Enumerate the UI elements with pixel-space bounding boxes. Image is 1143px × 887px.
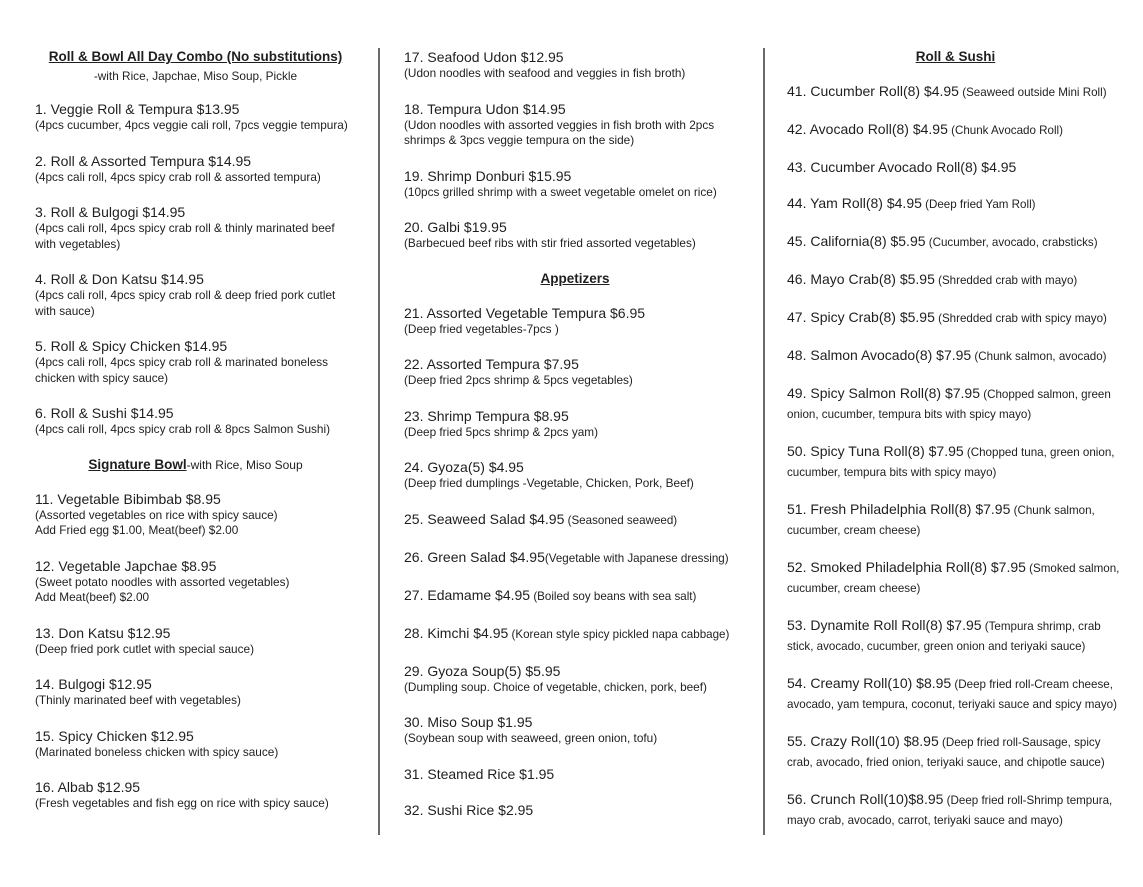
menu-item bbox=[787, 442, 1124, 482]
section-heading-text: Signature Bowl bbox=[88, 456, 187, 472]
item-name-and-price: 6. Roll & Sushi $14.95 bbox=[35, 405, 174, 421]
menu-item-title-line bbox=[35, 270, 356, 288]
item-name-and-price: 50. Spicy Tuna Roll(8) $7.95 bbox=[787, 443, 964, 459]
menu-item bbox=[35, 675, 356, 709]
column-divider-left bbox=[378, 48, 380, 835]
item-inline-description: (Cucumber, avocado, crabsticks) bbox=[925, 236, 1098, 249]
section-heading-text: Roll & Bowl All Day Combo (No substitutions) bbox=[48, 49, 343, 64]
item-inline-description: (Boiled soy beans with sea salt) bbox=[530, 589, 697, 603]
item-name-and-price: 45. California(8) $5.95 bbox=[787, 233, 926, 249]
item-description: (4pcs cali roll, 4pcs spicy crab roll & assorted tempura) bbox=[35, 169, 321, 184]
item-name-and-price: 2. Roll & Assorted Tempura $14.95 bbox=[35, 152, 252, 169]
menu-item bbox=[404, 765, 746, 783]
menu-item bbox=[787, 308, 1124, 328]
item-description: (Dumpling soup. Choice of vegetable, chicken, pork, beef) bbox=[404, 679, 707, 694]
item-name-and-price: 13. Don Katsu $12.95 bbox=[35, 624, 171, 641]
item-description: (Udon noodles with assorted veggies in fish broth with 2pcs shrimps & 3pcs veggie tempura on the side) bbox=[404, 117, 715, 147]
menu-item-title-line bbox=[787, 308, 1124, 328]
item-inline-description: (Seasoned seaweed) bbox=[564, 513, 678, 527]
menu-item bbox=[787, 674, 1124, 714]
item-description: (Assorted vegetables on rice with spicy sauce) bbox=[35, 507, 278, 522]
item-inline-description: (Shredded crab with mayo) bbox=[934, 274, 1078, 287]
item-name-and-price: 23. Shrimp Tempura $8.95 bbox=[404, 407, 569, 424]
item-name-and-price: 16. Albab $12.95 bbox=[35, 779, 141, 795]
menu-item-title-line bbox=[787, 194, 1124, 214]
menu-item bbox=[35, 100, 356, 134]
menu-item bbox=[404, 304, 746, 338]
menu-item bbox=[787, 158, 1124, 176]
menu-item bbox=[787, 384, 1124, 424]
item-inline-description: (Deep fried roll-Shrimp tempura, mayo crab, avocado, carrot, teriyaki sauce and mayo) bbox=[787, 794, 1113, 827]
menu-item-title-line bbox=[404, 548, 746, 568]
item-inline-description: (Seaweed outside Mini Roll) bbox=[958, 86, 1107, 99]
item-description: (Sweet potato noodles with assorted vegetables) bbox=[35, 574, 290, 589]
item-inline-description: (Vegetable with Japanese dressing) bbox=[544, 551, 729, 565]
item-name-and-price: 4. Roll & Don Katsu $14.95 bbox=[35, 271, 204, 287]
menu-item-title-line bbox=[404, 510, 746, 530]
menu-column-1 bbox=[35, 48, 356, 830]
menu-item-title-line bbox=[404, 100, 746, 118]
item-inline-description: (Shredded crab with spicy mayo) bbox=[934, 312, 1107, 325]
menu-item-title-line bbox=[787, 616, 1124, 656]
item-inline-description: (Chunk salmon, cucumber, cream cheese) bbox=[787, 504, 1095, 537]
menu-item bbox=[787, 194, 1124, 214]
section-subtitle: -with Rice, Japchae, Miso Soup, Pickle bbox=[93, 69, 298, 83]
menu-item-title-line bbox=[404, 662, 746, 680]
menu-item bbox=[404, 662, 746, 696]
menu-item-title-line bbox=[35, 152, 356, 170]
menu-item bbox=[35, 404, 356, 438]
menu-item-title-line bbox=[35, 557, 356, 575]
item-name-and-price: 5. Roll & Spicy Chicken $14.95 bbox=[35, 338, 228, 354]
menu-item-title-line bbox=[404, 218, 746, 236]
section-heading bbox=[787, 48, 1124, 66]
item-addon-note: Add Meat(beef) $2.00 bbox=[35, 590, 150, 604]
menu-item-title-line bbox=[35, 727, 356, 745]
item-description: (Deep fried pork cutlet with special sauce) bbox=[35, 641, 254, 656]
item-inline-description: (Korean style spicy pickled napa cabbage) bbox=[508, 627, 730, 641]
item-name-and-price: 48. Salmon Avocado(8) $7.95 bbox=[787, 347, 972, 363]
menu-item-title-line bbox=[35, 404, 356, 422]
menu-item-title-line bbox=[404, 48, 746, 66]
item-name-and-price: 28. Kimchi $4.95 bbox=[404, 624, 509, 641]
menu-item-title-line bbox=[787, 732, 1124, 772]
menu-item bbox=[404, 355, 746, 389]
section-heading-block bbox=[35, 456, 356, 474]
menu-column-3 bbox=[787, 48, 1124, 848]
item-description: (4pcs cali roll, 4pcs spicy crab roll & deep fried pork cutlet with sauce) bbox=[35, 288, 336, 318]
item-name-and-price: 26. Green Salad $4.95 bbox=[404, 548, 545, 565]
menu-item-title-line bbox=[404, 801, 746, 819]
menu-item-title-line bbox=[404, 624, 746, 644]
menu-item-title-line bbox=[787, 232, 1124, 252]
menu-item bbox=[404, 48, 746, 82]
menu-item bbox=[787, 500, 1124, 540]
item-description: (Deep fried dumplings -Vegetable, Chicken, Pork, Beef) bbox=[404, 476, 694, 490]
menu-item-title-line bbox=[404, 458, 746, 476]
item-inline-description: (Smoked salmon, cucumber, cream cheese) bbox=[787, 562, 1120, 595]
item-description: (Deep fried 2pcs shrimp & 5pcs vegetables) bbox=[404, 373, 633, 387]
menu-item bbox=[35, 727, 356, 761]
menu-item bbox=[35, 152, 356, 186]
item-inline-description: (Chunk Avocado Roll) bbox=[947, 124, 1063, 137]
item-name-and-price: 31. Steamed Rice $1.95 bbox=[404, 765, 555, 782]
item-name-and-price: 51. Fresh Philadelphia Roll(8) $7.95 bbox=[787, 501, 1011, 517]
section-heading bbox=[404, 270, 746, 288]
item-inline-description: (Tempura shrimp, crab stick, avocado, cucumber, green onion and teriyaki sauce) bbox=[787, 620, 1101, 653]
item-name-and-price: 47. Spicy Crab(8) $5.95 bbox=[787, 309, 935, 325]
menu-item bbox=[35, 203, 356, 252]
menu-item bbox=[404, 218, 746, 252]
item-name-and-price: 19. Shrimp Donburi $15.95 bbox=[404, 167, 572, 184]
item-inline-description: (Deep fried roll-Cream cheese, avocado, yam tempura, coconut, teriyaki sauce and spicy mayo) bbox=[787, 678, 1117, 711]
item-inline-description: (Deep fried Yam Roll) bbox=[921, 198, 1036, 211]
section-heading-block bbox=[404, 270, 746, 288]
item-name-and-price: 52. Smoked Philadelphia Roll(8) $7.95 bbox=[787, 559, 1026, 575]
menu-item-title-line bbox=[787, 120, 1124, 140]
menu-item-title-line bbox=[404, 713, 746, 731]
item-inline-description: (Chopped salmon, green onion, cucumber, tempura bits with spicy mayo) bbox=[787, 388, 1111, 421]
item-name-and-price: 15. Spicy Chicken $12.95 bbox=[35, 727, 194, 744]
menu-item-title-line bbox=[787, 270, 1124, 290]
item-description: (Deep fried 5pcs shrimp & 2pcs yam) bbox=[404, 424, 599, 439]
menu-item-title-line bbox=[404, 407, 746, 425]
menu-item-title-line bbox=[787, 82, 1124, 102]
item-name-and-price: 32. Sushi Rice $2.95 bbox=[404, 801, 534, 818]
menu-column-2 bbox=[404, 48, 746, 837]
menu-item-title-line bbox=[404, 167, 746, 185]
menu-item-title-line bbox=[35, 778, 356, 796]
item-name-and-price: 20. Galbi $19.95 bbox=[404, 219, 507, 235]
menu-item-title-line bbox=[35, 203, 356, 221]
menu-item-title-line bbox=[404, 304, 746, 322]
menu-item-title-line bbox=[787, 158, 1124, 176]
menu-item bbox=[787, 232, 1124, 252]
item-description: (Soybean soup with seaweed, green onion, tofu) bbox=[404, 731, 658, 745]
item-description: (Fresh vegetables and fish egg on rice with spicy sauce) bbox=[35, 796, 329, 810]
section-heading-text: Roll & Sushi bbox=[915, 49, 996, 64]
item-inline-description: (Chopped tuna, green onion, cucumber, tempura bits with spicy mayo) bbox=[787, 446, 1115, 479]
item-name-and-price: 42. Avocado Roll(8) $4.95 bbox=[787, 121, 948, 137]
menu-item bbox=[787, 270, 1124, 290]
section-heading bbox=[35, 48, 356, 66]
menu-item bbox=[35, 337, 356, 386]
item-description: (Udon noodles with seafood and veggies in fish broth) bbox=[404, 66, 686, 80]
item-name-and-price: 18. Tempura Udon $14.95 bbox=[404, 100, 566, 117]
item-name-and-price: 1. Veggie Roll & Tempura $13.95 bbox=[35, 101, 240, 117]
item-name-and-price: 17. Seafood Udon $12.95 bbox=[404, 49, 564, 65]
menu-item bbox=[787, 346, 1124, 366]
item-name-and-price: 49. Spicy Salmon Roll(8) $7.95 bbox=[787, 385, 980, 401]
menu-item bbox=[787, 558, 1124, 598]
menu-item bbox=[787, 616, 1124, 656]
item-name-and-price: 14. Bulgogi $12.95 bbox=[35, 676, 152, 692]
menu-item-title-line bbox=[404, 355, 746, 373]
item-description: (4pcs cucumber, 4pcs veggie cali roll, 7pcs veggie tempura) bbox=[35, 118, 348, 132]
menu-item bbox=[787, 790, 1124, 830]
menu-item-title-line bbox=[787, 442, 1124, 482]
section-heading-block bbox=[787, 48, 1124, 66]
item-name-and-price: 53. Dynamite Roll Roll(8) $7.95 bbox=[787, 617, 982, 633]
item-inline-description: (Deep fried roll-Sausage, spicy crab, avocado, fried onion, teriyaki sauce, and chipotle sauce) bbox=[787, 736, 1105, 769]
menu-item-title-line bbox=[404, 586, 746, 606]
menu-item-title-line bbox=[787, 346, 1124, 366]
item-name-and-price: 41. Cucumber Roll(8) $4.95 bbox=[787, 83, 959, 99]
menu-item-title-line bbox=[787, 384, 1124, 424]
item-name-and-price: 54. Creamy Roll(10) $8.95 bbox=[787, 675, 952, 691]
section-heading-block bbox=[35, 48, 356, 84]
menu-item bbox=[35, 557, 356, 606]
item-description: (4pcs cali roll, 4pcs spicy crab roll & thinly marinated beef with vegetables) bbox=[35, 221, 335, 251]
item-name-and-price: 56. Crunch Roll(10)$8.95 bbox=[787, 791, 944, 807]
item-name-and-price: 11. Vegetable Bibimbab $8.95 bbox=[35, 490, 221, 507]
menu-item-title-line bbox=[35, 100, 356, 118]
section-heading bbox=[35, 456, 356, 474]
item-inline-description: (Chunk salmon, avocado) bbox=[971, 350, 1107, 363]
menu-item bbox=[404, 510, 746, 530]
item-name-and-price: 22. Assorted Tempura $7.95 bbox=[404, 356, 579, 372]
section-heading-suffix: -with Rice, Miso Soup bbox=[186, 457, 303, 472]
menu-item bbox=[787, 82, 1124, 102]
menu-item bbox=[35, 778, 356, 812]
item-description: (Marinated boneless chicken with spicy sauce) bbox=[35, 744, 279, 759]
menu-item bbox=[35, 490, 356, 539]
item-description: (Deep fried vegetables-7pcs ) bbox=[404, 321, 559, 336]
item-name-and-price: 30. Miso Soup $1.95 bbox=[404, 714, 533, 730]
item-description: (Barbecued beef ribs with stir fried assorted vegetables) bbox=[404, 236, 696, 250]
menu-item-title-line bbox=[404, 765, 746, 783]
menu-item bbox=[787, 732, 1124, 772]
menu-item bbox=[404, 407, 746, 441]
item-description: (4pcs cali roll, 4pcs spicy crab roll & 8pcs Salmon Sushi) bbox=[35, 422, 331, 436]
menu-item bbox=[404, 100, 746, 149]
menu-item bbox=[404, 586, 746, 606]
menu-item-title-line bbox=[35, 624, 356, 642]
item-name-and-price: 27. Edamame $4.95 bbox=[404, 586, 531, 603]
item-name-and-price: 24. Gyoza(5) $4.95 bbox=[404, 459, 524, 475]
menu-item bbox=[404, 458, 746, 492]
menu-item-title-line bbox=[787, 558, 1124, 598]
item-description: (Thinly marinated beef with vegetables) bbox=[35, 693, 241, 707]
menu-item bbox=[404, 713, 746, 747]
item-name-and-price: 29. Gyoza Soup(5) $5.95 bbox=[404, 662, 561, 679]
menu-item bbox=[404, 801, 746, 819]
menu-item-title-line bbox=[787, 790, 1124, 830]
item-name-and-price: 55. Crazy Roll(10) $8.95 bbox=[787, 733, 939, 749]
item-description: (4pcs cali roll, 4pcs spicy crab roll & marinated boneless chicken with spicy sauce) bbox=[35, 355, 329, 385]
item-name-and-price: 46. Mayo Crab(8) $5.95 bbox=[787, 271, 935, 287]
menu-item-title-line bbox=[787, 500, 1124, 540]
section-heading-text: Appetizers bbox=[540, 270, 610, 286]
menu-item bbox=[787, 120, 1124, 140]
menu-item-title-line bbox=[35, 675, 356, 693]
menu-item bbox=[404, 167, 746, 201]
menu-item-title-line bbox=[35, 490, 356, 508]
menu-item-title-line bbox=[787, 674, 1124, 714]
item-name-and-price: 12. Vegetable Japchae $8.95 bbox=[35, 557, 217, 574]
column-divider-right bbox=[763, 48, 765, 835]
item-name-and-price: 25. Seaweed Salad $4.95 bbox=[404, 510, 565, 527]
item-name-and-price: 3. Roll & Bulgogi $14.95 bbox=[35, 204, 186, 220]
item-description: (10pcs grilled shrimp with a sweet vegetable omelet on rice) bbox=[404, 184, 717, 199]
item-addon-note: Add Fried egg $1.00, Meat(beef) $2.00 bbox=[35, 523, 239, 537]
menu-item bbox=[35, 624, 356, 658]
item-name-and-price: 21. Assorted Vegetable Tempura $6.95 bbox=[404, 304, 646, 321]
menu-item bbox=[404, 548, 746, 568]
menu-item bbox=[35, 270, 356, 319]
menu-item-title-line bbox=[35, 337, 356, 355]
item-name-and-price: 44. Yam Roll(8) $4.95 bbox=[787, 195, 922, 211]
item-name-and-price: 43. Cucumber Avocado Roll(8) $4.95 bbox=[787, 159, 1017, 175]
menu-item bbox=[404, 624, 746, 644]
